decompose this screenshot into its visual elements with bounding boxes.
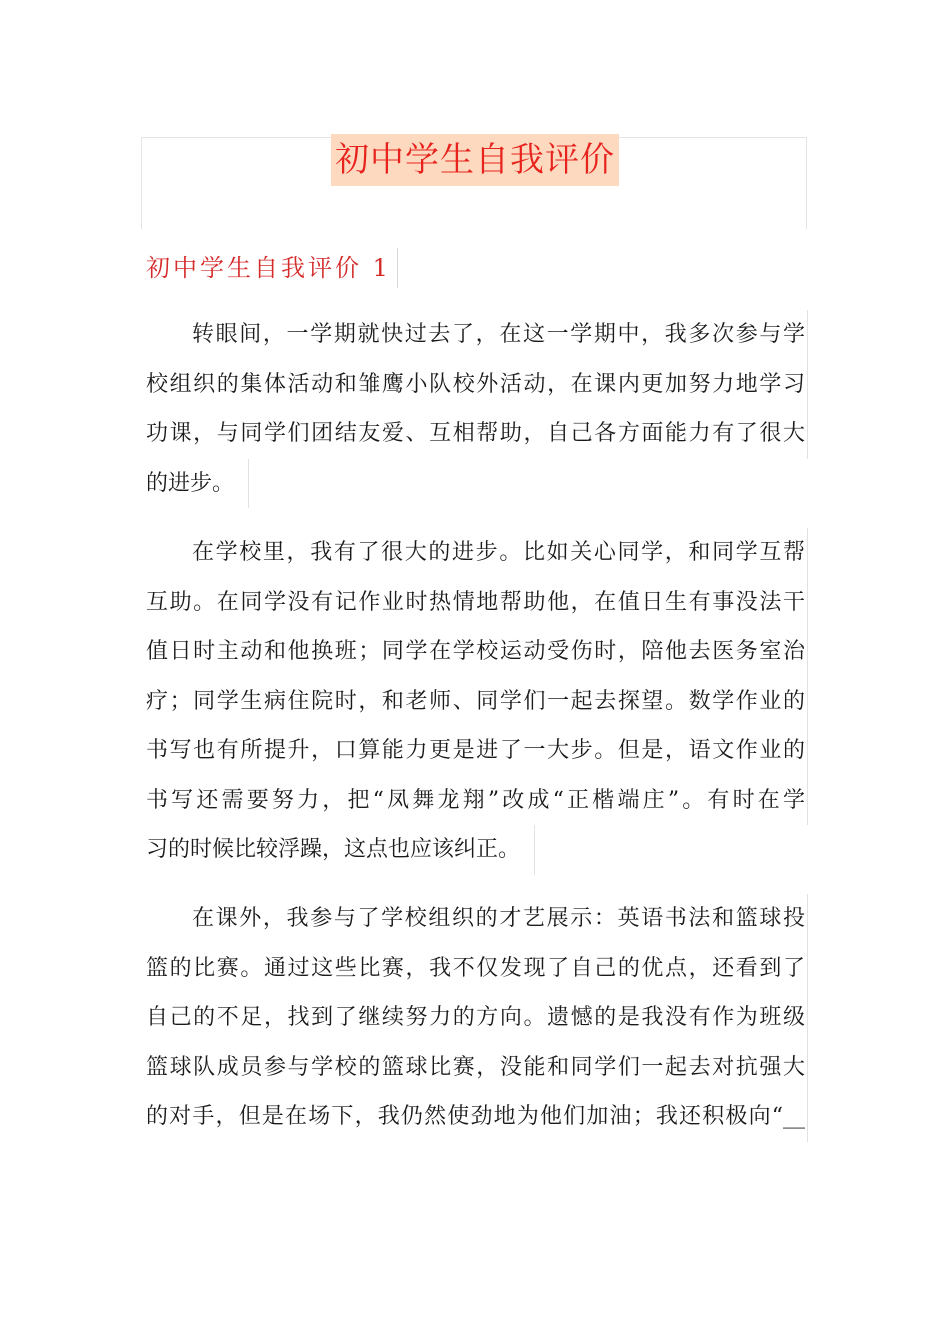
paragraph-line: 校组织的集体活动和雏鹰小队校外活动，在课内更加努力地学习 — [146, 360, 808, 410]
paragraph-1 — [146, 310, 808, 512]
paragraph-line: 篮的比赛。通过这些比赛，我不仅发现了自己的优点，还看到了 — [146, 944, 808, 994]
paragraph-line: 书写也有所提升，口算能力更是进了一大步。但是，语文作业的 — [146, 726, 808, 776]
document-title: 初中学生自我评价 — [335, 140, 615, 180]
paragraph-line: 的对手，但是在场下，我仍然使劲地为他们加油；我还积极向“__ — [146, 1092, 808, 1142]
paragraph-line: 在课外，我参与了学校组织的才艺展示：英语书法和篮球投 — [146, 894, 808, 944]
paragraph-line: 自己的不足，找到了继续努力的方向。遗憾的是我没有作为班级 — [146, 993, 808, 1043]
paragraph-3 — [146, 894, 808, 1142]
paragraph-line: 篮球队成员参与学校的篮球比赛，没能和同学们一起去对抗强大 — [146, 1043, 808, 1093]
paragraph-line: 在学校里，我有了很大的进步。比如关心同学，和同学互帮 — [146, 528, 808, 578]
paragraph-line: 书写还需要努力，把“凤舞龙翔”改成“正楷端庄”。有时在学 — [146, 776, 808, 826]
section-heading: 初中学生自我评价 1 — [146, 248, 398, 288]
paragraph-line: 值日时主动和他换班；同学在学校运动受伤时，陪他去医务室治 — [146, 627, 808, 677]
paragraph-line: 习的时候比较浮躁，这点也应该纠正。 — [146, 825, 535, 875]
paragraph-line: 互助。在同学没有记作业时热情地帮助他，在值日生有事没法干 — [146, 578, 808, 628]
paragraph-2 — [146, 528, 808, 879]
paragraph-line: 转眼间，一学期就快过去了，在这一学期中，我多次参与学 — [146, 310, 808, 360]
title-highlight — [331, 134, 619, 186]
paragraph-line: 的进步。 — [146, 459, 249, 509]
paragraph-line: 功课，与同学们团结友爱、互相帮助，自己各方面能力有了很大 — [146, 409, 808, 459]
paragraph-line: 疗；同学生病住院时，和老师、同学们一起去探望。数学作业的 — [146, 677, 808, 727]
